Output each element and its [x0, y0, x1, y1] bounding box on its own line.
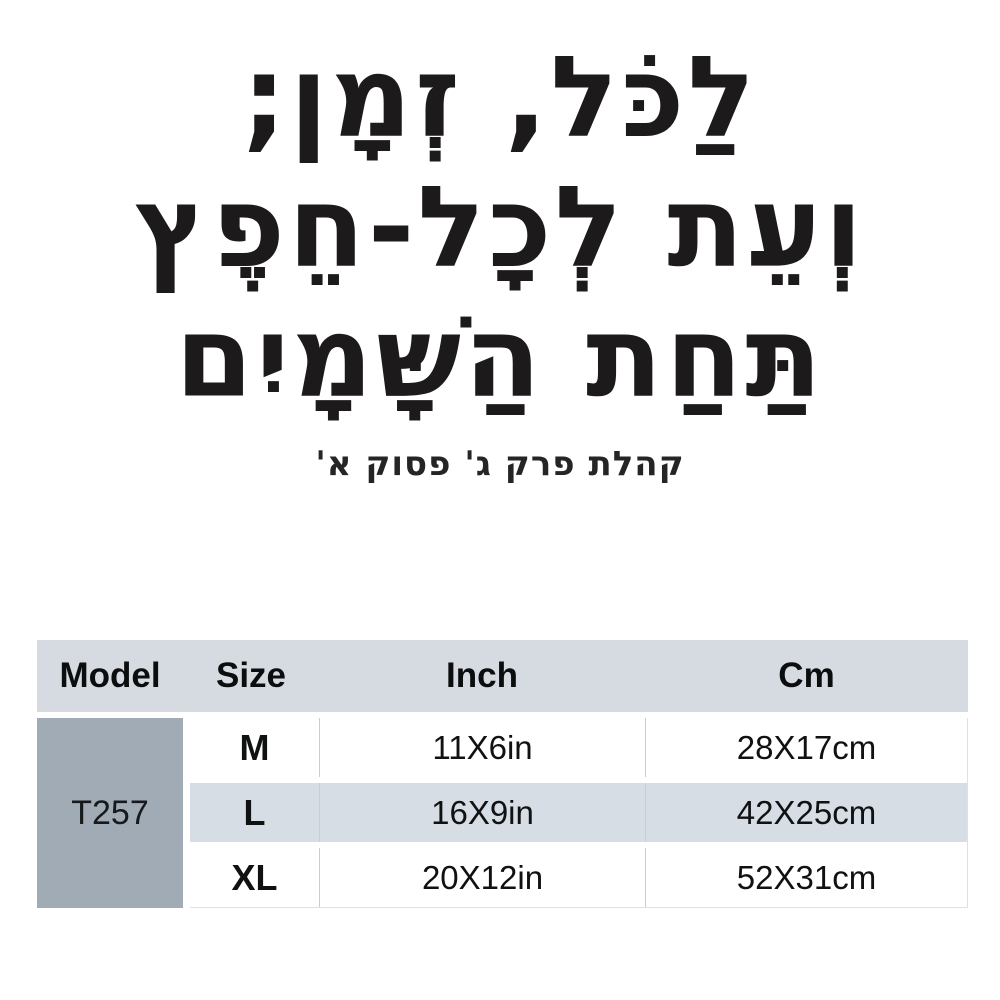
cm-cell-row3: 52X31cm: [645, 848, 967, 907]
size-chart-table: [37, 640, 968, 908]
model-cell: T257: [37, 718, 183, 908]
size-chart-body: [37, 718, 968, 908]
header-size: Size: [215, 656, 287, 695]
header-cm: Cm: [778, 656, 835, 695]
size-cell-row1: M: [190, 718, 319, 777]
inch-cell-row2: 16X9in: [319, 783, 645, 842]
header-inch: Inch: [446, 656, 518, 695]
cm-cell-row1: 28X17cm: [645, 718, 967, 777]
inch-cell-row1: 11X6in: [319, 718, 645, 777]
quote-line-1: לַכֹּל, זְמָן;: [241, 33, 759, 163]
inch-cell-row3: 20X12in: [319, 848, 645, 907]
quote-line-2: וְעֵת לְכָל-חֵפֶץ: [134, 162, 866, 293]
size-rows-grid: [190, 718, 968, 908]
header-model: Model: [59, 656, 161, 695]
size-cell-row2: L: [190, 783, 319, 842]
quote-line-3: תַּחַת הַשָּׁמָיִם: [175, 292, 825, 423]
cm-cell-row2: 42X25cm: [645, 783, 967, 842]
quote-source: קהלת פרק ג' פסוק א': [315, 443, 685, 484]
hebrew-quote: [0, 0, 1000, 484]
size-cell-row3: XL: [190, 848, 319, 907]
size-chart-header-row: [37, 640, 968, 712]
